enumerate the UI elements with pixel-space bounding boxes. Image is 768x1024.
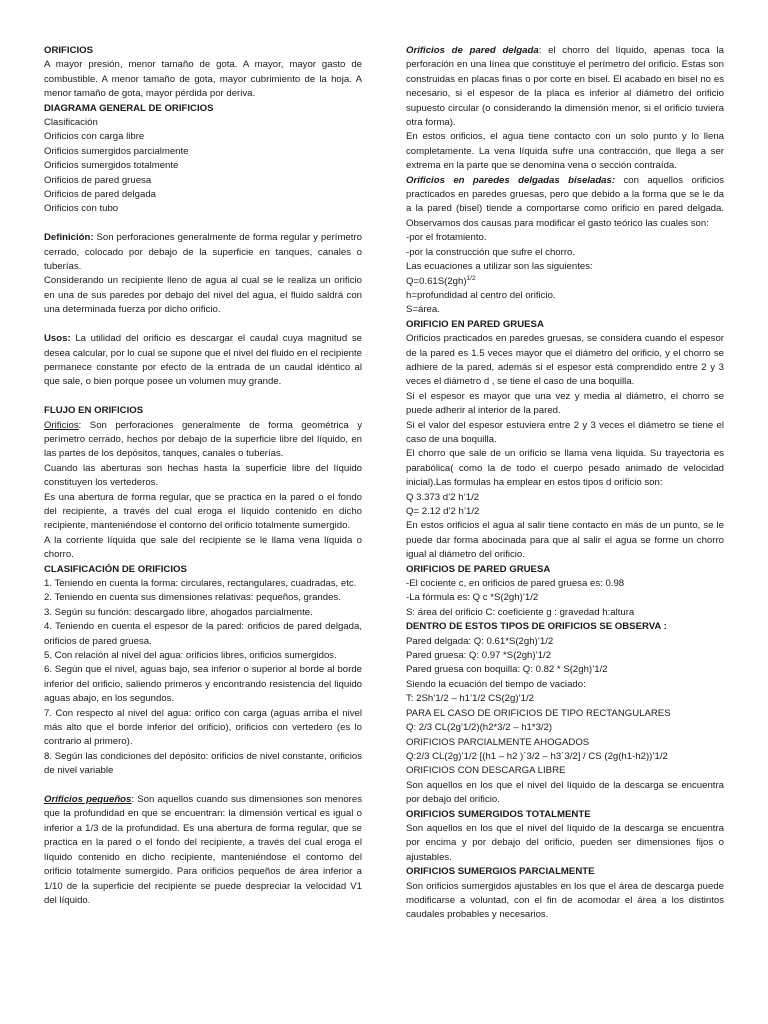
flujo-paragraph	[44, 419, 362, 462]
flujo-label: Orificios	[44, 419, 79, 431]
flujo-heading: FLUJO EN ORIFICIOS	[44, 405, 144, 417]
equation-q-base: Q=0.61S(2gh)	[406, 275, 467, 287]
pared-gruesa-heading: ORIFICIO EN PARED GRUESA	[406, 318, 544, 330]
clasificacion-item: 2. Teniendo en cuenta sus dimensiones relativas: pequeños, grandes.	[44, 592, 341, 604]
observa-line: T: 2Sh’1/2 – h1’1/2 CS(2g)’1/2	[406, 693, 534, 705]
sumergidos-parcialmente-paragraph: Son orificios sumergidos ajustables en los que el área de descarga puede modificarse a voluntad, con el fin de acomodar el área a los distintos caudales probables y necesarios.	[406, 880, 724, 921]
biseladas-line: -por el frotamiento.	[406, 232, 487, 244]
orificios-gruesa-line: S: área del orificio C: coeficiente g : gravedad h:altura	[406, 606, 635, 618]
delgada-text: : el chorro del líquido, apenas toca la perforación en una línea que constituye el perímetro del orificio. Estas son construidas en placas finas o por corte en bisel. El acabado en bisel no es necesario, si el espesor de la placa es inferior al diámetro del orificio supuesto circular (o considerando la dimensión menor, si el orificio tuviera otra forma).	[406, 45, 724, 129]
definition-label: Definición:	[44, 232, 94, 244]
flujo-paragraph-4: A la corriente líquida que sale del recipiente se le llama vena líquida o chorro.	[44, 534, 362, 561]
observa-line: ORIFICIOS CON DESCARGA LIBRE	[406, 765, 566, 777]
equation-line: S=área.	[406, 304, 440, 316]
sumergidos-totalmente-paragraph: Son aquellos en los que el nivel del líquido de la descarga se encuentra por encima y por debajo del orificio, pueden ser dimensiones fijos o ajustables.	[406, 822, 724, 863]
clasificacion-item: 5. Con relación al nivel del agua: orificios libres, orificios sumergidos.	[44, 650, 337, 662]
left-column	[44, 44, 362, 908]
clasificacion-item: 8. Según las condiciones del depósito: orificios de nivel constante, orificios de nivel variable	[44, 750, 362, 777]
diagram-item: Orificios sumergidos totalmente	[44, 160, 179, 172]
observa-line: Pared delgada: Q: 0.61*S(2gh)’1/2	[406, 635, 554, 647]
pequenos-text: : Son aquellos cuando sus dimensiones son menores que la profundidad en que se encuentran: la dimensión vertical es igual o inferior a 1/3 de la profundidad. Es una abertura de forma regular, que se practica en la pared o el fondo del recipiente, a través del cual eroga el líquido contenido en dicho recipiente, manteniéndose el contorno del orificio totalmente sumergido. Para orificios pequeños de área inferior a 1/10 de la superficie del recipiente se puede despreciar la velocidad V1 del líquido.	[44, 794, 362, 906]
sumergidos-parcialmente-heading: ORIFICIOS SUMERGIOS PARCIALMENTE	[406, 866, 595, 878]
intro-paragraph: A mayor presión, menor tamaño de gota. A mayor, mayor gasto de combustible. A menor tamaño de gota, mayor cubrimiento de la hoja. A menor tamaño de gota, mayor pérdida por deriva.	[44, 59, 362, 100]
biseladas-line: -por la construcción que sufre el chorro.	[406, 246, 576, 258]
title-orificios: ORIFICIOS	[44, 45, 94, 56]
sumergidos-totalmente-heading: ORIFICIOS SUMERGIDOS TOTALMENTE	[406, 808, 591, 820]
diagram-item: Orificios de pared gruesa	[44, 174, 152, 186]
pared-gruesa-equation: Q= 2.12 d’2 h’1/2	[406, 506, 480, 517]
clasificacion-item: 1. Teniendo en cuenta la forma: circulares, rectangulares, cuadradas, etc.	[44, 577, 357, 589]
pared-gruesa-equation: Q 3.373 d’2 h’1/2	[406, 491, 480, 503]
clasificacion-item: 4. Teniendo en cuenta el espesor de la pared: orificios de pared delgada, orificios de pared gruesa.	[44, 621, 362, 647]
observa-line: Siendo la ecuación del tiempo de vaciado:	[406, 678, 586, 690]
pared-gruesa-paragraph-2: Si el espesor es mayor que una vez y media al diámetro, el chorro se puede adherir al interior de la pared.	[406, 390, 724, 417]
equation-q-exponent: 1/2	[466, 274, 476, 282]
delgada-label: Orificios de pared delgada	[406, 45, 539, 56]
observa-line: Pared gruesa con boquilla: Q: 0.82 * S(2gh)’1/2	[406, 664, 608, 676]
orificios-gruesa-heading: ORIFICIOS DE PARED GRUESA	[406, 563, 551, 575]
observa-line: Pared gruesa: Q: 0.97 *S(2gh)’1/2	[406, 650, 552, 662]
flujo-paragraph-3: Es una abertura de forma regular, que se practica en la pared o el fondo del recipiente, a través del cual eroga el líquido contenido en dicho recipiente, manteniéndose el contorno del orificio totalmente sumergido.	[44, 491, 362, 532]
definition-paragraph-2: Considerando un recipiente lleno de agua al cual se le realiza un orificio en una de sus paredes por debajo del nivel del agua, el fluido saldrá con una determinada fuerza por dicho orificio.	[44, 275, 362, 316]
definition-text: Son perforaciones generalmente de forma regular y perímetro cerrado, colocado por debajo de la superficie en tanques, canales o tuberías.	[44, 232, 362, 273]
orificios-gruesa-line: -La fórmula es: Q c *S(2gh)’1/2	[406, 592, 539, 604]
descarga-libre-paragraph: Son aquellos en los que el nivel del líquido de la descarga se encuentra por debajo del orificio.	[406, 779, 724, 806]
observa-line: PARA EL CASO DE ORIFICIOS DE TIPO RECTANGULARES	[406, 707, 671, 719]
clasificacion-item: 7. Con respecto al nivel del agua: orifico con carga (aguas arriba el nivel más alto que el borde inferior del orificio), orificios con vertedero (es lo contrario al primero).	[44, 707, 362, 748]
clasificacion-item: 6. Según que el nivel, aguas bajo, sea inferior o superior al borde al borde inferior del orificio, saliendo primeros y encontrando resistencia del liquido aguas abajo, en los segundos.	[44, 664, 362, 705]
equation-line: h=profundidad al centro del orificio.	[406, 289, 556, 301]
delgada-paragraph-2: En estos orificios, el agua tiene contacto con un solo punto y lo llena completamente. La vena líquida sufre una contracción, que llega a ser extrema en la parte que se denomina vena o sección contraída.	[406, 131, 724, 172]
pared-gruesa-paragraph-3: Si el valor del espesor estuviera entre 2 y 3 veces el diámetro se tiene el caso de una boquilla.	[406, 419, 724, 445]
orificios-gruesa-line: -El cociente c, en orificios de pared gruesa es: 0.98	[406, 578, 625, 590]
observa-line: Q: 2/3 CL(2g’1/2)(h2*3/2 – h1*3/2)	[406, 722, 553, 734]
clasificacion-heading: CLASIFICACIÓN DE ORIFICIOS	[44, 563, 187, 575]
biseladas-label: Orificios en paredes delgadas biseladas:	[406, 174, 616, 186]
observa-heading: DENTRO DE ESTOS TIPOS DE ORIFICIOS SE OBSERVA :	[406, 621, 667, 633]
definition-paragraph	[44, 231, 362, 274]
biseladas-text: con aquellos orificios practicados en paredes gruesas, pero que debido a la forma que se le da a la pared (bisel) tiende a comportarse como orificio en pared delgada. Observamos dos causas para modificar el gasto teórico las cuales son:	[406, 174, 724, 229]
usos-label: Usos:	[44, 333, 71, 345]
usos-text: La utilidad del orificio es descargar el caudal cuya magnitud se desea calcular, por lo cual se supone que el nivel del fluido en el recipiente permanece constante por efecto de la entrada de un caudal idéntico al que sale, o bien porque posee un volumen muy grande.	[44, 333, 362, 388]
diagram-item: Clasificación	[44, 117, 98, 129]
observa-line: ORIFICIOS PARCIALMENTE AHOGADOS	[406, 736, 590, 748]
pared-gruesa-paragraph: Orificios practicados en paredes gruesas, se considera cuando el espesor de la pared es 1.5 veces mayor que el diámetro del orificio, y el chorro se adhiere de la pared, además si el espesor está comprendido entre 2 y 3 veces el diámetro d , se tiene el caso de una boquilla.	[406, 333, 724, 388]
pared-gruesa-paragraph-4: El chorro que sale de un orificio se llama vena liquida. Su trayectoria es parabólica( como la de todo el cuerpo pesado animado de velocidad inicial).Las formulas ha emplear en estos tipos d orificio son:	[406, 448, 724, 489]
diagram-heading: DIAGRAMA GENERAL DE ORIFICIOS	[44, 102, 214, 114]
usos-paragraph	[44, 332, 362, 390]
observa-line: Q:2/3 CL(2g)’1/2 [(h1 – h2 )´3/2 – h3´3/2] / CS (2g(h1-h2))’1/2	[406, 750, 668, 762]
biseladas-line: Las ecuaciones a utilizar son las siguientes:	[406, 261, 593, 273]
pared-gruesa-paragraph-5: En estos orificios el agua al salir tiene contacto en más de un punto, se le puede dar forma abocinada para que al salir el agua se forme un chorro igual al diámetro del orificio.	[406, 520, 724, 561]
diagram-item: Orificios con tubo	[44, 203, 119, 215]
flujo-text: : Son perforaciones generalmente de forma geométrica y perímetro cerrado, hechos por debajo de la superficie libre del líquido, en las partes de los depósitos, tanques, canales o tuberías.	[44, 419, 362, 460]
clasificacion-item: 3. Según su función: descargado libre, ahogados parcialmente.	[44, 606, 313, 618]
flujo-paragraph-2: Cuando las aberturas son hechas hasta la superficie libre del líquido constituyen los vertederos.	[44, 462, 362, 489]
right-column	[406, 44, 724, 923]
diagram-item: Orificios sumergidos parcialmente	[44, 145, 189, 157]
pequenos-label: Orificios pequeños	[44, 794, 132, 806]
diagram-item: Orificios con carga libre	[44, 131, 145, 143]
delgada-paragraph	[406, 44, 724, 130]
biseladas-paragraph	[406, 174, 724, 232]
pequenos-paragraph	[44, 793, 362, 908]
diagram-item: Orificios de pared delgada	[44, 189, 156, 201]
equation-q	[406, 275, 724, 289]
